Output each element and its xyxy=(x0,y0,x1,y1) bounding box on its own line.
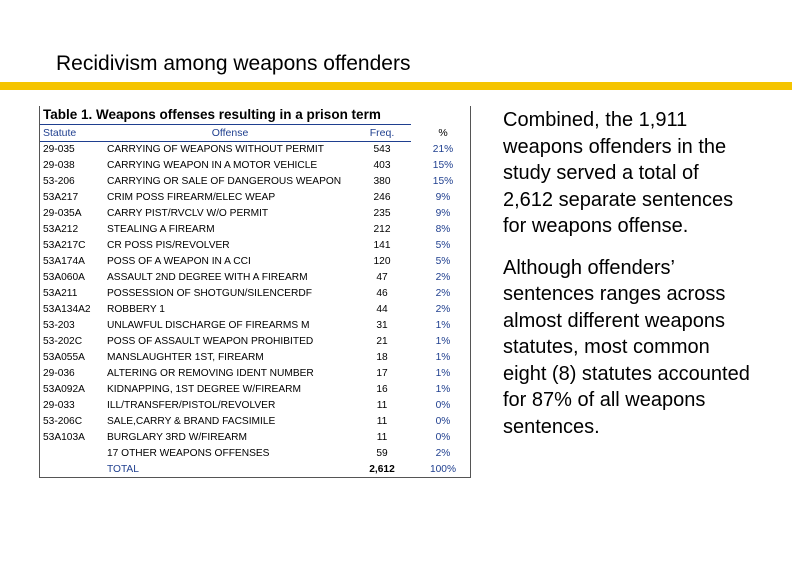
cell-offense: ILL/TRANSFER/PISTOL/REVOLVER xyxy=(107,400,276,411)
cell-pct: 1% xyxy=(435,384,451,395)
cell-pct: 21% xyxy=(432,143,454,155)
cell-freq: 403 xyxy=(373,160,391,171)
table-row xyxy=(40,142,475,159)
cell-pct: 9% xyxy=(435,192,451,203)
header-freq: Freq. xyxy=(353,125,411,142)
table-row xyxy=(40,382,475,398)
cell-offense: 17 OTHER WEAPONS OFFENSES xyxy=(107,448,270,459)
weapons-offenses-table xyxy=(40,124,475,478)
cell-freq: 543 xyxy=(373,144,391,155)
cell-statute: 53A217 xyxy=(43,192,79,203)
table-row xyxy=(40,366,475,382)
cell-statute: 53A055A xyxy=(43,352,85,363)
cell-offense: ASSAULT 2ND DEGREE WITH A FIREARM xyxy=(107,272,308,283)
cell-freq: 46 xyxy=(376,288,388,299)
table-row xyxy=(40,446,475,462)
cell-pct: 0% xyxy=(435,432,451,443)
cell-statute: 53A103A xyxy=(43,432,85,443)
cell-pct: 2% xyxy=(435,272,451,283)
table-row xyxy=(40,158,475,174)
cell-freq: 120 xyxy=(373,256,391,267)
cell-offense: CARRY PIST/RVCLV W/O PERMIT xyxy=(107,208,269,219)
cell-freq: 235 xyxy=(373,208,391,219)
cell-freq: 31 xyxy=(376,320,388,331)
cell-offense: SALE,CARRY & BRAND FACSIMILE xyxy=(107,416,276,427)
cell-freq: 141 xyxy=(373,240,391,251)
table-row xyxy=(40,190,475,206)
table-row xyxy=(40,334,475,350)
table-row xyxy=(40,270,475,286)
cell-statute xyxy=(40,446,105,462)
cell-freq: 11 xyxy=(376,416,388,427)
cell-freq: 18 xyxy=(376,352,388,363)
cell-statute: 53-206C xyxy=(43,416,83,427)
table-row xyxy=(40,430,475,446)
cell-pct: 1% xyxy=(435,320,451,331)
cell-statute: 53A211 xyxy=(43,288,78,299)
table-row xyxy=(40,238,475,254)
cell-offense: CARRYING OR SALE OF DANGEROUS WEAPON xyxy=(107,176,342,187)
cell-pct: 15% xyxy=(432,160,454,171)
table-row xyxy=(40,206,475,222)
cell-offense: POSSESSION OF SHOTGUN/SILENCERDF xyxy=(107,288,312,299)
table-row xyxy=(40,302,475,318)
cell-statute: 53A174A xyxy=(43,256,85,267)
cell-freq: 47 xyxy=(376,272,388,283)
cell-pct: 5% xyxy=(435,256,451,267)
cell-offense: TOTAL xyxy=(107,464,139,475)
cell-pct: 0% xyxy=(435,416,451,427)
cell-statute: 53-202C xyxy=(43,336,83,347)
cell-pct: 9% xyxy=(435,208,451,219)
cell-freq: 59 xyxy=(376,448,388,459)
cell-statute: 29-035A xyxy=(43,208,82,219)
body-text xyxy=(503,107,753,455)
cell-freq: 2,612 xyxy=(369,464,395,475)
cell-offense: CR POSS PIS/REVOLVER xyxy=(107,240,230,251)
cell-offense: CRIM POSS FIREARM/ELEC WEAP xyxy=(107,192,276,203)
cell-statute: 53A060A xyxy=(43,272,85,283)
paragraph-combined: Combined, the 1,911 weapons offenders in the study served a total of 2,612 separate sentences for weapons offense. xyxy=(503,109,734,237)
cell-offense: CARRYING WEAPON IN A MOTOR VEHICLE xyxy=(107,160,318,171)
table-header-row xyxy=(40,125,475,142)
table-row xyxy=(40,414,475,430)
cell-pct: 5% xyxy=(435,240,451,251)
cell-pct: 2% xyxy=(435,304,451,315)
cell-offense: MANSLAUGHTER 1ST, FIREARM xyxy=(107,352,264,363)
cell-freq: 380 xyxy=(373,176,391,187)
cell-freq: 212 xyxy=(373,224,391,235)
cell-offense: UNLAWFUL DISCHARGE OF FIREARMS M xyxy=(107,320,310,331)
slide-title: Recidivism among weapons offenders xyxy=(56,52,411,75)
header-pct: % xyxy=(438,127,448,139)
cell-offense: BURGLARY 3RD W/FIREARM xyxy=(107,432,248,443)
title-rule xyxy=(0,82,792,90)
table-row xyxy=(40,222,475,238)
table-row xyxy=(40,318,475,334)
cell-pct: 100% xyxy=(429,464,457,475)
cell-statute: 29-036 xyxy=(43,368,75,379)
cell-offense: ROBBERY 1 xyxy=(107,304,165,315)
table-row xyxy=(40,174,475,190)
cell-pct: 0% xyxy=(435,400,451,411)
cell-freq: 16 xyxy=(376,384,388,395)
cell-freq: 21 xyxy=(376,336,388,347)
cell-freq: 246 xyxy=(373,192,391,203)
cell-offense: POSS OF ASSAULT WEAPON PROHIBITED xyxy=(107,336,314,347)
table-row xyxy=(40,254,475,270)
cell-pct: 1% xyxy=(435,336,451,347)
cell-offense: POSS OF A WEAPON IN A CCI xyxy=(107,256,251,267)
header-statute: Statute xyxy=(40,125,105,142)
cell-pct: 2% xyxy=(435,448,451,459)
cell-statute: 53-206 xyxy=(43,176,75,187)
header-offense: Offense xyxy=(105,125,353,142)
cell-statute: 29-038 xyxy=(43,160,75,171)
cell-statute: 29-035 xyxy=(43,144,75,155)
cell-statute: 53A092A xyxy=(43,384,85,395)
cell-pct: 8% xyxy=(435,224,451,235)
cell-statute xyxy=(40,462,105,478)
cell-pct: 2% xyxy=(435,288,451,299)
table-total-row xyxy=(40,462,475,478)
cell-statute: 29-033 xyxy=(43,400,75,411)
cell-offense: ALTERING OR REMOVING IDENT NUMBER xyxy=(107,368,314,379)
weapons-offenses-table-figure xyxy=(39,106,471,478)
cell-offense: KIDNAPPING, 1ST DEGREE W/FIREARM xyxy=(107,384,301,395)
cell-freq: 17 xyxy=(376,368,388,379)
paragraph-although: Although offenders’ sentences ranges across almost different weapons statutes, most common eight (8) statutes accounted for 87% of all weapons sentences. xyxy=(503,256,750,438)
cell-statute: 53A212 xyxy=(43,224,79,235)
table-row xyxy=(40,398,475,414)
cell-statute: 53-203 xyxy=(43,320,75,331)
cell-offense: CARRYING OF WEAPONS WITHOUT PERMIT xyxy=(107,144,324,155)
table-row xyxy=(40,350,475,366)
table-row xyxy=(40,286,475,302)
cell-freq: 11 xyxy=(376,432,388,443)
cell-freq: 44 xyxy=(376,304,388,315)
cell-pct: 1% xyxy=(435,368,451,379)
cell-pct: 1% xyxy=(435,352,451,363)
cell-freq: 11 xyxy=(376,400,388,411)
cell-statute: 53A134A2 xyxy=(43,304,91,315)
cell-offense: STEALING A FIREARM xyxy=(107,224,215,235)
cell-pct: 15% xyxy=(432,176,454,187)
table-body xyxy=(40,142,475,479)
cell-statute: 53A217C xyxy=(43,240,86,251)
table-caption: Table 1. Weapons offenses resulting in a prison term xyxy=(43,107,381,122)
